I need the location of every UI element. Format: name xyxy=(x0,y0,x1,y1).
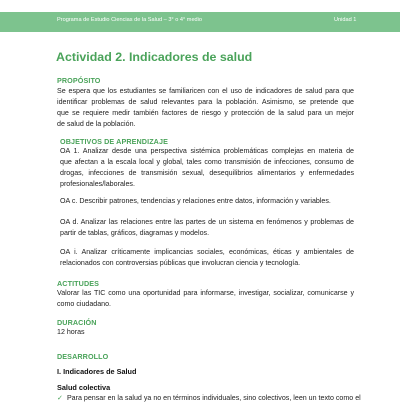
oai-line: OA i. Analizar críticamente implicancias sociales, económicas, éticas y ambientales de xyxy=(60,248,354,256)
objetivos-heading: OBJETIVOS DE APRENDIZAJE xyxy=(60,137,168,146)
header-unit-label: Unidad 1 xyxy=(334,17,357,23)
oai-line: relacionados con controversias públicas que involucran ciencia y tecnología. xyxy=(60,259,301,267)
desarrollo-heading: DESARROLLO xyxy=(57,352,109,361)
proposito-line: Se espera que los estudiantes se familiaricen con el uso de indicadores de salud para que xyxy=(57,87,354,95)
indicadores-subheading: I. Indicadores de Salud xyxy=(57,367,137,376)
salud-colectiva-subheading: Salud colectiva xyxy=(57,383,111,392)
bullet-item xyxy=(57,393,361,402)
oa1-line: profesionales/laborales. xyxy=(60,180,135,188)
oad-paragraph xyxy=(60,217,354,239)
actitudes-paragraph xyxy=(57,288,354,310)
oa1-line: que afectan a la escala local y global, tales como transmisión de infecciones, consumo de xyxy=(60,158,354,166)
duracion-heading: DURACIÓN xyxy=(57,318,97,327)
oad-line: partir de tablas, gráficos, diagramas y modelos. xyxy=(60,229,210,237)
oa1-line: OA 1. Analizar desde una perspectiva sistémica problemáticas complejas en materia de xyxy=(60,147,354,155)
proposito-line: identificar problemas de salud relevantes para la población. Asimismo, se pretende que xyxy=(57,98,354,106)
oa1-line: drogas, infecciones de transmisión sexual, desequilibrios alimentarios y enfermedades xyxy=(60,169,354,177)
proposito-line: que se requiere medir también factores de riesgo y protección de la salud para un mejor xyxy=(57,109,354,117)
page-title: Actividad 2. Indicadores de salud xyxy=(56,50,253,64)
actitudes-line: Valorar las TIC como una oportunidad para informarse, investigar, socializar, comunicarse y xyxy=(57,289,354,297)
oa1-paragraph xyxy=(60,146,354,190)
actitudes-line: como ciudadano. xyxy=(57,300,112,308)
proposito-line: de salud de la población. xyxy=(57,120,136,128)
proposito-paragraph xyxy=(57,86,354,130)
oai-paragraph xyxy=(60,247,354,269)
oad-line: OA d. Analizar las relaciones entre las partes de un sistema en fenómenos y problemas de xyxy=(60,218,354,226)
bullet-text: Para pensar en la salud ya no en términos individuales, sino colectivos, leen un texto como el xyxy=(66,394,361,402)
header-program-label: Programa de Estudio Ciencias de la Salud – 3° o 4° medio xyxy=(57,17,203,23)
actitudes-heading: ACTITUDES xyxy=(57,279,100,288)
proposito-heading: PROPÓSITO xyxy=(57,76,101,85)
checkmark-icon: ✓ xyxy=(57,394,63,402)
duracion-value: 12 horas xyxy=(57,328,85,336)
oac-text: OA c. Describir patrones, tendencias y relaciones entre datos, información y variables. xyxy=(60,197,331,205)
